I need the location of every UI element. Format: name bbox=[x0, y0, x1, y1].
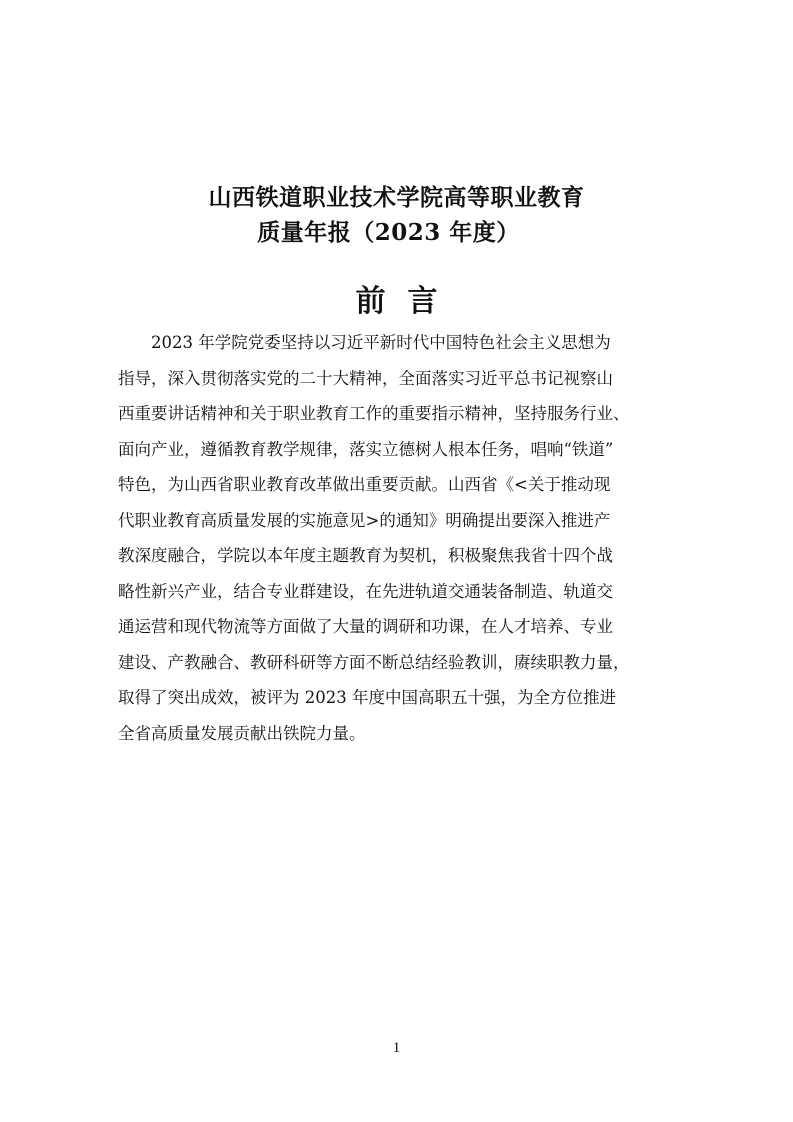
document-title-line-2: 质量年报（2023 年度） bbox=[257, 219, 520, 246]
document-title-line-1: 山西铁道职业技术学院高等职业教育 bbox=[208, 184, 585, 211]
page-number: 1 bbox=[392, 1040, 401, 1056]
paragraph-line: 代职业教育高质量发展的实施意见>的通知》明确提出要深入推进产 bbox=[118, 510, 611, 530]
paragraph-line: 指导，深入贯彻落实党的二十大精神，全面落实习近平总书记视察山 bbox=[118, 368, 613, 388]
paragraph-line: 教深度融合，学院以本年度主题教育为契机，积极聚焦我省十四个战 bbox=[118, 546, 613, 565]
paragraph-line: 面向产业，遵循教育教学规律，落实立德树人根本任务，唱响“铁道” bbox=[118, 439, 614, 459]
paragraph-line: 特色，为山西省职业教育改革做出重要贡献。山西省《<关于推动现 bbox=[118, 475, 611, 494]
paragraph-line: 建设、产教融合、教研科研等方面不断总结经验教训，赓续职教力量， bbox=[118, 652, 630, 672]
paragraph-line: 略性新兴产业，结合专业群建设，在先进轨道交通装备制造、轨道交 bbox=[118, 581, 613, 601]
paragraph-line: 通运营和现代物流等方面做了大量的调研和功课，在人才培养、专业 bbox=[118, 617, 613, 636]
preface-body bbox=[118, 325, 678, 751]
paragraph-line: 2023 年学院党委坚持以习近平新时代中国特色社会主义思想为 bbox=[151, 333, 611, 352]
paragraph-line: 西重要讲话精神和关于职业教育工作的重要指示精神，坚持服务行业、 bbox=[118, 404, 630, 423]
paragraph-line: 取得了突出成效，被评为 2023 年度中国高职五十强，为全方位推进 bbox=[118, 688, 616, 707]
preface-heading: 前言 bbox=[355, 284, 460, 319]
paragraph-line: 全省高质量发展贡献出铁院力量。 bbox=[118, 723, 366, 743]
